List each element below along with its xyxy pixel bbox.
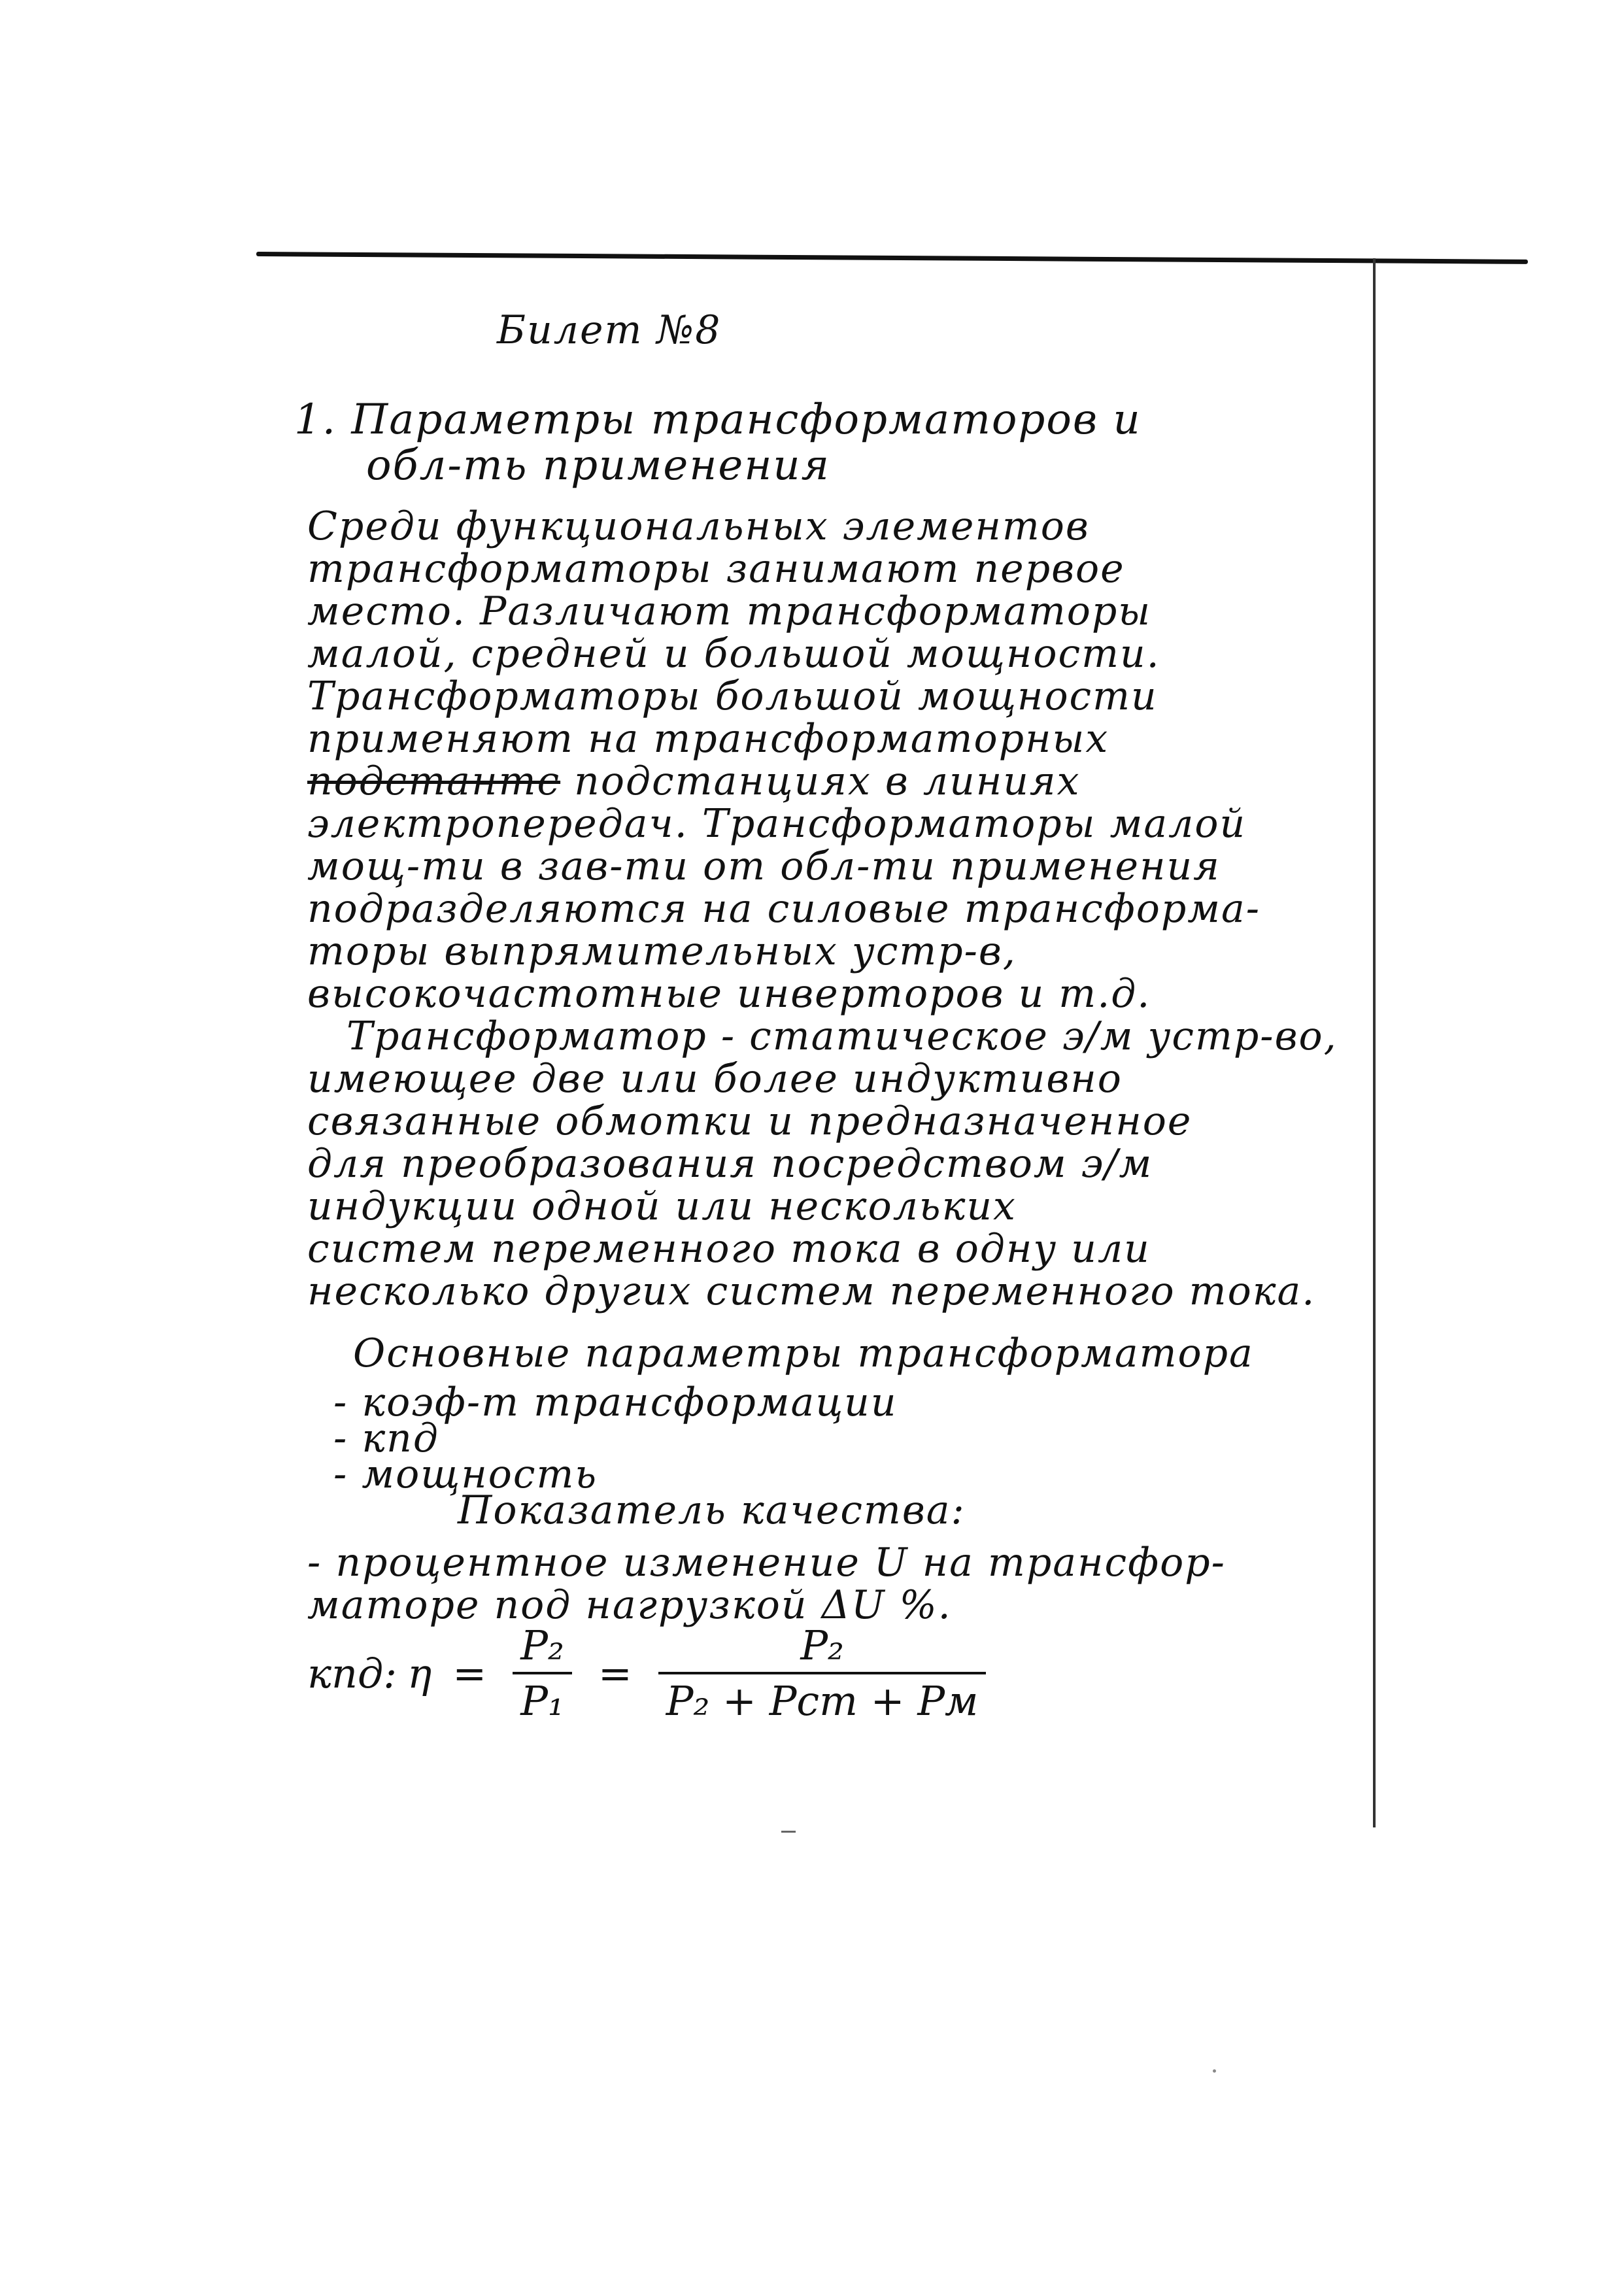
quality-line-2: маторе под нагрузкой ΔU %. [307, 1582, 952, 1628]
question-title-line-2: обл-ть применения [366, 441, 830, 490]
struck-out-word: подстантс [307, 758, 561, 804]
scan-speck [1213, 2069, 1216, 2073]
paragraph-2-line-6: систем переменного тока в одну или [307, 1226, 1151, 1272]
parameter-item-3: - мощность [333, 1451, 598, 1497]
ticket-title: Билет №8 [497, 307, 722, 353]
quality-heading: Показатель качества: [458, 1487, 966, 1533]
paragraph-1-line-12: высокочастотные инверторов и т.д. [307, 971, 1151, 1017]
paragraph-2-line-4: для преобразования посредством э/м [307, 1141, 1153, 1187]
paragraph-1-line-4: малой, средней и большой мощности. [307, 631, 1160, 677]
margin-rule-line [1373, 258, 1376, 1827]
formula-equals-2: = [598, 1649, 632, 1697]
formula-eta-symbol: η [407, 1649, 432, 1697]
top-rule-line [256, 252, 1528, 264]
fraction-1-numerator: P₂ [520, 1621, 564, 1669]
paragraph-1-line-5: Трансформаторы большой мощности [307, 673, 1158, 719]
fraction-2-numerator: P₂ [800, 1621, 844, 1669]
paragraph-1-line-7 [307, 758, 1080, 804]
formula-equals-1: = [452, 1649, 487, 1697]
paragraph-1-line-9: мощ-ти в зав-ти от обл-ти применения [307, 843, 1221, 889]
formula-fraction-1 [513, 1621, 572, 1725]
paragraph-2-line-5: индукции одной или нескольких [307, 1183, 1017, 1229]
parameter-item-1: - коэф-т трансформации [333, 1380, 898, 1425]
paragraph-1-line-1: Среди функциональных элементов [307, 503, 1090, 549]
fraction-1-bar [513, 1672, 572, 1674]
paragraph-1-line-10: подразделяются на силовые трансформа- [307, 886, 1261, 932]
paragraph-2-line-3: связанные обмотки и предназначенное [307, 1098, 1193, 1144]
paragraph-1-line-11: торы выпрямительных устр-в, [307, 928, 1017, 974]
fraction-2-bar [658, 1672, 987, 1674]
efficiency-formula [307, 1621, 1002, 1725]
stray-dash-mark [781, 1831, 796, 1833]
parameters-heading: Основные параметры трансформатора [353, 1331, 1254, 1376]
paragraph-2-line-1: Трансформатор - статическое э/м устр-во, [347, 1013, 1338, 1059]
paragraph-1-line-3: место. Различают трансформаторы [307, 588, 1152, 634]
quality-line-1: - процентное изменение U на трансфор- [307, 1540, 1226, 1586]
paragraph-2-line-2: имеющее две или более индуктивно [307, 1056, 1123, 1102]
paragraph-1-line-2: трансформаторы занимают первое [307, 546, 1125, 592]
formula-label: кпд: [307, 1649, 398, 1697]
paragraph-1-line-6: применяют на трансформаторных [307, 716, 1109, 762]
fraction-2-denominator: P₂ + Pст + Pм [666, 1677, 979, 1725]
parameter-item-2: - кпд [333, 1416, 439, 1461]
fraction-1-denominator: P₁ [520, 1677, 564, 1725]
paragraph-2-line-7: несколько других систем переменного тока. [307, 1268, 1316, 1314]
paragraph-1-line-7-rest: подстанциях в линиях [574, 758, 1081, 804]
paragraph-1-line-8: электропередач. Трансформаторы малой [307, 801, 1247, 847]
formula-fraction-2 [658, 1621, 987, 1725]
question-title-line-1: 1. Параметры трансформаторов и [294, 396, 1142, 444]
